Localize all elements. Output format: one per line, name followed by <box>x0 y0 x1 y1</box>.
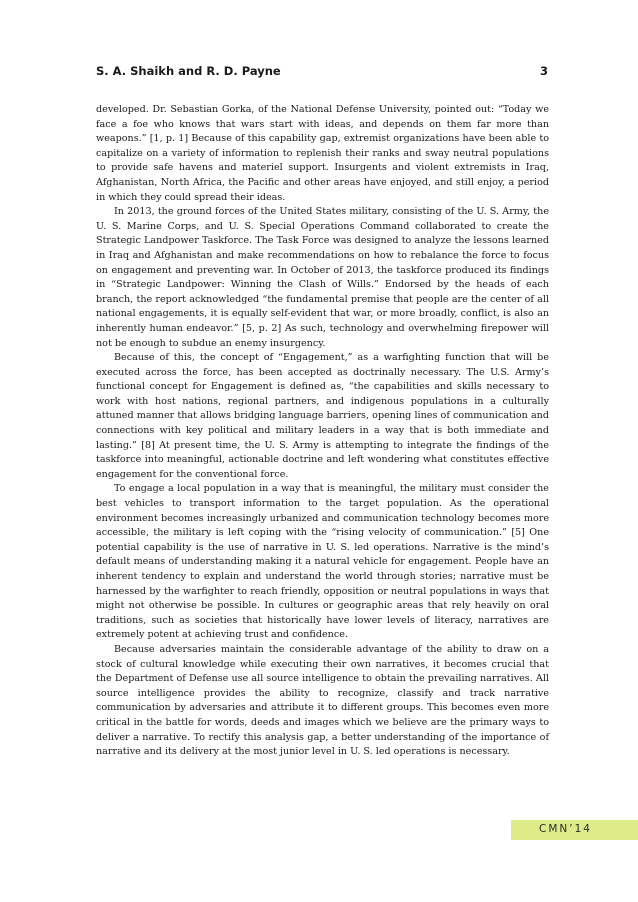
running-head <box>96 64 548 80</box>
paragraph: To engage a local population in a way that is meaningful, the military must consider the best vehicles to transport information to the target population. As the operational environment becomes increasingly urbanized and communication technology becomes more accessible, the military is left coping with the “rising velocity of communication.” [5] One potential capability is the use of narrative in U. S. led operations. Narrative is the mind’s default means of understanding making it a natural vehicle for engagement. People have an inherent tendency to explain and understand the world through stories; narrative must be harnessed by the warfighter to reach friendly, opposition or neutral populations in ways that might not otherwise be possible. In cultures or geographic areas that rely heavily on oral traditions, such as societies that historically have lower levels of literacy, narratives are extremely potent at achieving trust and confidence. <box>96 483 549 641</box>
author-names: S. A. Shaikh and R. D. Payne <box>96 64 281 78</box>
paragraph: developed. Dr. Sebastian Gorka, of the National Defense University, pointed out: “Today we face a foe who knows that wars start with ideas, and depends on them far more than weapons.” [1, p. 1] Because of this capability gap, extremist organizations have been able to capitalize on a variety of information to replenish their ranks and sway neutral populations to provide safe havens and materiel support. Insurgents and violent extremists in Iraq, Afghanistan, North Africa, the Pacific and other areas have enjoyed, and still enjoy, a period in which they could spread their ideas. <box>96 104 549 203</box>
paragraph: Because adversaries maintain the considerable advantage of the ability to draw on a stock of cultural knowledge while executing their own narratives, it becomes crucial that the Department of Defense use all source intelligence to obtain the prevailing narratives. All source intelligence provides the ability to recognize, classify and track narrative communication by adversaries and attribute it to different groups. This becomes even more critical in the battle for words, deeds and images which we believe are the primary ways to deliver a narrative. To rectify this analysis gap, a better understanding of the importance of narrative and its delivery at the most junior level in U. S. led operations is necessary. <box>96 643 549 758</box>
conference-footer-band <box>511 820 638 840</box>
paragraph: Because of this, the concept of “Engagement,” as a warfighting function that will be executed across the force, has been accepted as doctrinally necessary. The U.S. Army’s functional concept for Engagement is defined as, “the capabilities and skills necessary to work with host nations, regional partners, and indigenous populations in a culturally attuned manner that allows bridging language barriers, opening lines of communication and connections with key political and military leaders in a way that is both immediate and lasting.” [8] At present time, the U. S. Army is attempting to integrate the findings of the taskforce into meaningful, actionable doctrine and left wondering what constitutes effective engagement for the conventional force. <box>96 352 549 480</box>
paragraph: In 2013, the ground forces of the United States military, consisting of the U. S. Army, the U. S. Marine Corps, and U. S. Special Operations Command collaborated to create the Strategic Landpower Taskforce. The Task Force was designed to analyze the lessons learned in Iraq and Afghanistan and make recommendations on how to rebalance the force to focus on engagement and preventing war. In October of 2013, the taskforce produced its findings in “Strategic Landpower: Winning the Clash of Wills.” Endorsed by the heads of each branch, the report acknowledged “the fundamental premise that people are the center of all national engagements, it is equally self-evident that war, or more broadly, conflict, is also an inherently human endeavor.” [5, p. 2] As such, technology and overwhelming firepower will not be enough to subdue an enemy insurgency. <box>96 206 549 349</box>
page-number: 3 <box>539 64 548 78</box>
body-text <box>96 103 549 760</box>
conference-label: CMN’14 <box>539 823 592 835</box>
